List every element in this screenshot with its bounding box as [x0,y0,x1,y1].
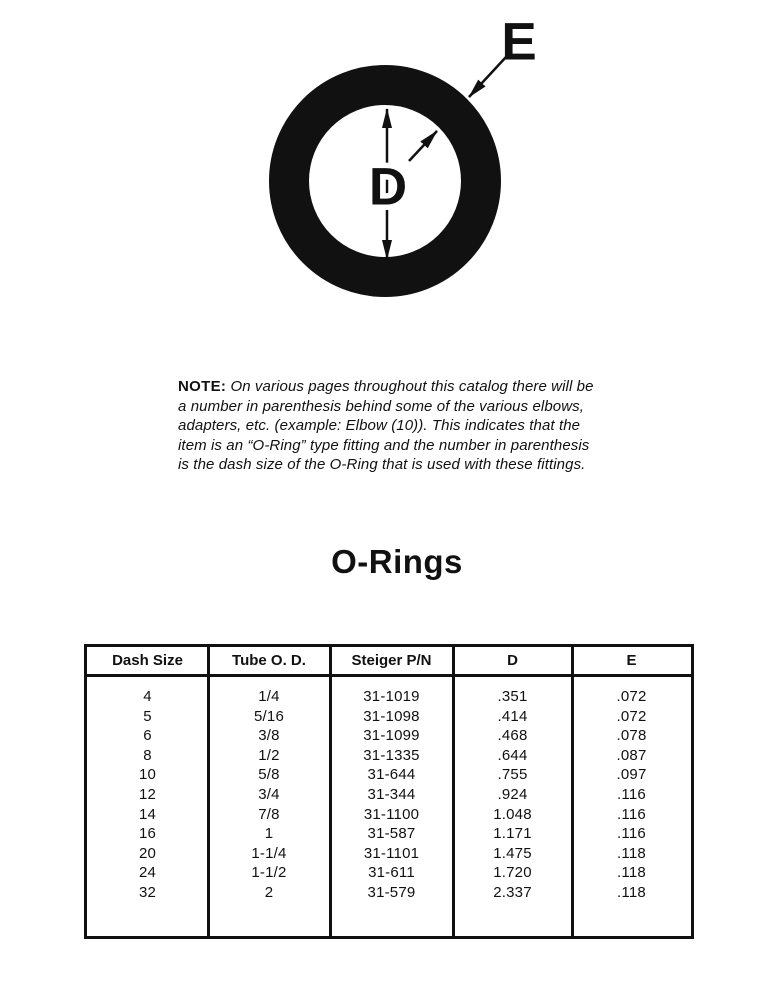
note-line: adapters, etc. (example: Elbow (10)). This indicates that the [178,417,581,434]
cell-dash-size: 6 [143,727,152,745]
table-row [87,726,691,746]
cell-tube-od: 1-1/2 [251,864,287,882]
cell-d: 1.720 [493,864,532,882]
cell-d: .468 [497,727,528,745]
cell-e: .116 [617,825,646,843]
cell-dash-size: 24 [138,864,157,882]
table-row [87,785,691,805]
cell-tube-od: 2 [264,883,274,901]
e-label: E [501,12,537,72]
cell-steiger-pn: 31-1098 [363,707,420,725]
cell-tube-od: 3/4 [258,785,280,803]
cell-d: .644 [497,746,528,764]
cell-steiger-pn: 31-1101 [363,844,420,862]
table-row [87,707,691,727]
cell-d: .351 [497,688,528,705]
cell-d: .924 [497,785,528,803]
cell-e: .078 [616,727,647,745]
cell-tube-od: 3/8 [258,727,280,745]
table-header-row [87,647,691,674]
cell-steiger-pn: 31-1100 [363,805,420,823]
cell-dash-size: 32 [138,883,157,901]
table-row [87,805,691,825]
cell-tube-od: 1-1/4 [251,844,287,862]
cell-d: 2.337 [493,883,532,901]
table-row [87,765,691,785]
cell-e: .116 [617,805,646,823]
cell-steiger-pn: 31-644 [367,766,416,784]
table-row [87,746,691,766]
cell-steiger-pn: 31-1099 [363,727,420,745]
d-label: D [368,157,408,217]
cell-dash-size: 10 [138,766,157,784]
note-line [178,377,608,397]
cell-tube-od: 7/8 [258,805,280,823]
cell-tube-od: 1 [264,825,274,843]
note-block [178,377,608,475]
cell-d: 1.171 [493,825,532,843]
column-header-steiger-pn: Steiger P/N [351,652,432,669]
column-header-dash-size: Dash Size [112,652,183,669]
cell-d: 1.475 [493,844,532,862]
page-title: O-Rings [331,543,463,580]
note-line: item is an “O-Ring” type fitting and the number in parenthesis [178,436,590,454]
cell-tube-od: 5/8 [258,766,280,784]
cell-e: .116 [617,785,646,803]
o-ring-diagram [250,10,560,310]
table-row [87,687,691,707]
table-row [87,844,691,864]
note-lines [178,397,608,475]
cell-e: .118 [617,844,646,862]
cell-steiger-pn: 31-344 [367,785,416,803]
cell-dash-size: 8 [143,746,152,764]
column-header-tube-od: Tube O. D. [232,652,306,669]
cell-steiger-pn: 31-611 [368,864,415,882]
cell-dash-size: 4 [143,688,152,705]
cell-e: .087 [616,746,647,764]
table-row [87,883,691,903]
cell-d: .755 [497,766,528,784]
note-label: NOTE: [178,378,227,395]
note-line: a number in parenthesis behind some of the various elbows, [178,397,585,415]
cell-tube-od: 5/16 [254,707,284,725]
note-line-text: On various pages throughout this catalog there will be [230,378,594,395]
cell-d: .414 [497,707,528,725]
column-header-e: E [626,652,637,669]
cell-dash-size: 5 [143,707,152,725]
cell-steiger-pn: 31-1335 [363,746,420,764]
cell-e: .097 [616,766,647,784]
cell-e: .118 [617,864,646,882]
cell-steiger-pn: 31-579 [367,883,416,901]
cell-steiger-pn: 31-1019 [363,688,420,705]
cell-dash-size: 12 [138,785,157,803]
cell-dash-size: 16 [138,825,157,843]
cell-e: .072 [616,707,647,725]
table-row [87,824,691,844]
cell-tube-od: 1/2 [258,746,280,764]
table-body [87,677,691,936]
note-line: is the dash size of the O-Ring that is used with these fittings. [178,456,586,473]
cell-dash-size: 20 [138,844,157,862]
cell-e: .072 [616,688,647,705]
cell-e: .118 [617,883,646,901]
cell-dash-size: 14 [138,805,157,823]
dimension-arrow-e-inner [409,131,437,161]
orings-table [84,644,694,939]
table-row [87,863,691,883]
cell-steiger-pn: 31-587 [367,825,416,843]
cell-d: 1.048 [493,805,532,823]
cell-tube-od: 1/4 [258,688,280,705]
column-header-d: D [507,652,518,669]
